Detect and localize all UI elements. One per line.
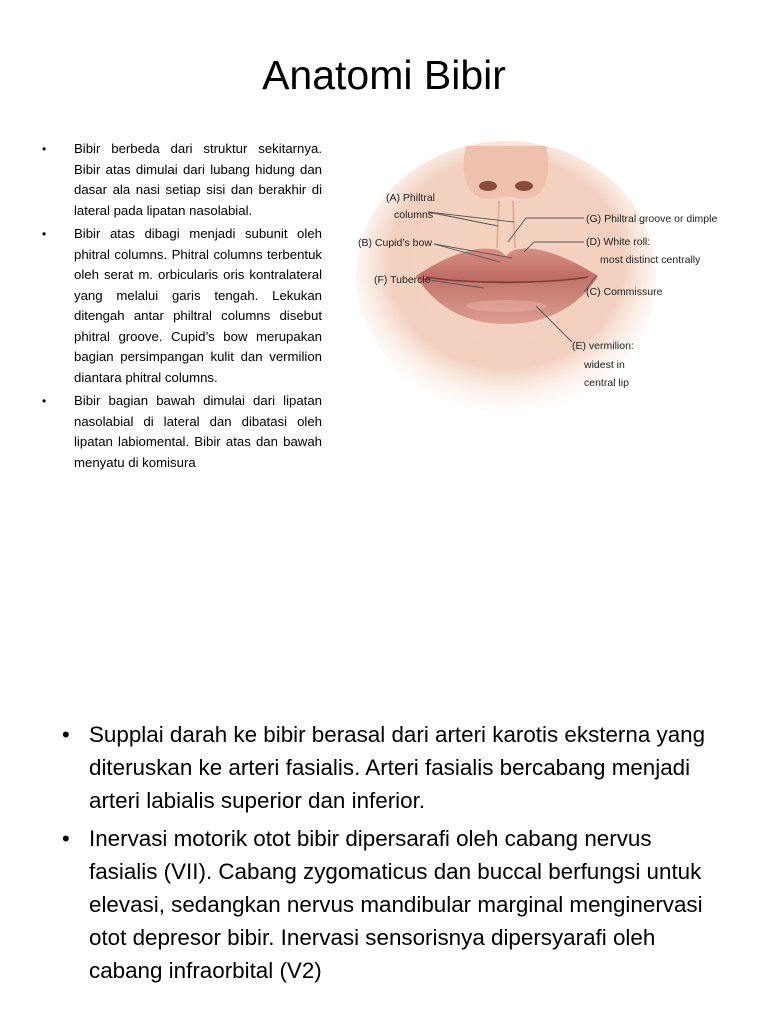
top-bullet-item: • Bibir berbeda dari struktur sekitarnya. Bibir atas dimulai dari lubang hidung dan dasar ala nasi setiap sisi dan berakhir di lateral pada lipatan nasolabial.: [42, 139, 322, 221]
label-white-roll: (D) White roll:: [586, 236, 651, 248]
label-tubercle: (F) Tubercle: [374, 274, 431, 286]
label-cupids-bow: (B) Cupid’s bow: [358, 237, 432, 249]
label-vermilion-3: central lip: [584, 377, 629, 389]
top-bullet-item: • Bibir bagian bawah dimulai dari lipatan nasolabial di lateral dan dibatasi oleh lipatan labiomental. Bibir atas dan bawah menyatu di komisura: [42, 391, 322, 473]
label-philtral-columns: (A) Philtral: [386, 192, 436, 204]
top-bullet-list: [42, 139, 322, 476]
bottom-bullet-item: • Supplai darah ke bibir berasal dari arteri karotis eksterna yang diteruskan ke arteri fasialis. Arteri fasialis bercabang menjadi arteri labialis superior dan inferior.: [62, 718, 722, 818]
label-vermilion-2: widest in: [584, 359, 625, 371]
label-commissure: (C) Commissure: [586, 286, 663, 298]
label-philtral-groove: (G) Philtral groove or dimple: [586, 213, 718, 225]
top-bullet-item: • Bibir atas dibagi menjadi subunit oleh phitral columns. Phitral columns terbentuk oleh serat m. orbicularis oris kontralateral yang melalui garis tengah. Lekukan ditengah antar philtral columns disebut phitral groove. Cupid’s bow merupakan bagian persimpangan kulit dan vermilion diantara phitral columns.: [42, 224, 322, 388]
lip-anatomy-figure: [356, 146, 718, 406]
label-white-roll-2: most distinct centrally: [600, 254, 701, 266]
label-philtral-columns-2: columns: [394, 209, 434, 221]
label-vermilion: (E) vermilion:: [572, 340, 634, 352]
slide-title: Anatomi Bibir: [262, 52, 506, 98]
bottom-bullet-item: • Inervasi motorik otot bibir dipersarafi oleh cabang nervus fasialis (VII). Cabang zygomaticus dan buccal berfungsi untuk elevasi, sedangkan nervus mandibular marginal menginervasi otot depresor bibir. Inervasi sensorisnya dipersyarafi oleh cabang infraorbital (V2): [62, 822, 722, 988]
bottom-bullet-list: [62, 718, 722, 992]
